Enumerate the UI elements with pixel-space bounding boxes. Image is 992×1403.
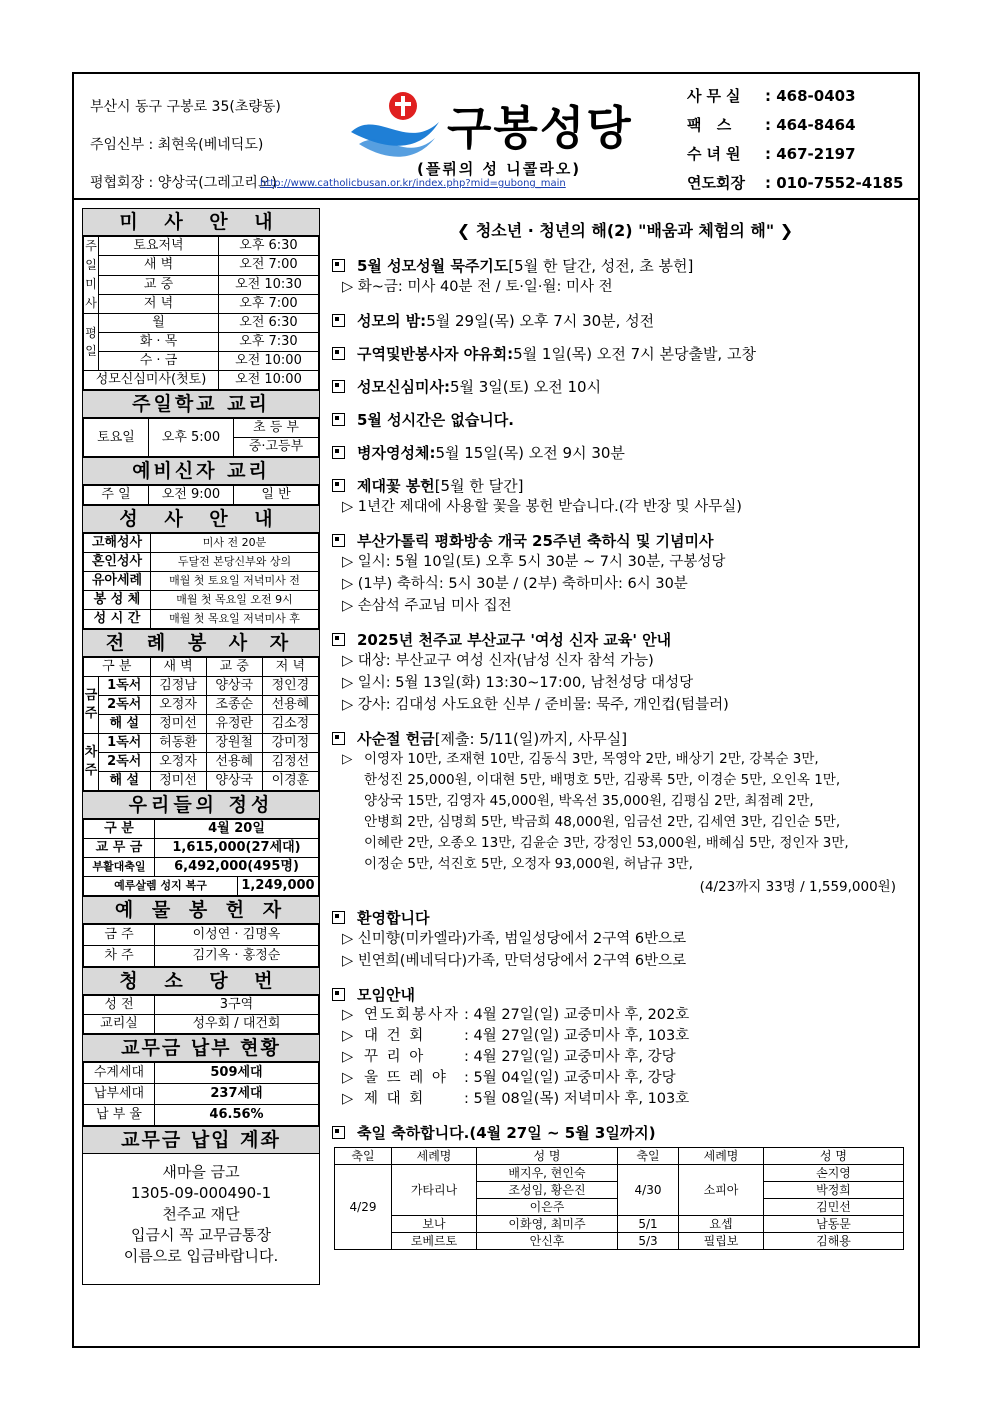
mass-box bbox=[82, 208, 320, 391]
contacts bbox=[687, 82, 903, 198]
dues-box: 교무금 납부 현황 수계세대 509세대 납부세대 237세대 납 부 율 46.56% bbox=[82, 1035, 320, 1127]
square-bullet-icon bbox=[332, 479, 345, 492]
square-bullet-icon bbox=[332, 347, 345, 360]
notice-women-education: 2025년 천주교 부산교구 '여성 신자 교육' 안내 ▷ 대상: 부산교구 여성 신자(남성 신자 참석 가능) ▷ 일시: 5월 13일(화) 13:30~17:00, 남천성당 대성당 ▷ 강사: 김대성 사도요한 신부 / 준비물: 묵주, 개인컵(텀블러) bbox=[330, 629, 920, 716]
address: 부산시 동구 구봉로 35(초량동) bbox=[90, 99, 281, 115]
sunday-mass-label: 주일미사 bbox=[84, 237, 99, 314]
notice-broadcast: 부산가톨릭 평화방송 개국 25주년 축하식 및 기념미사 ▷ 일시: 5월 10일(토) 오후 5시 30분 ~ 7시 30분, 구봉성당 ▷ (1부) 축하식: 5시 30분 / (2부) 축하미사: 6시 30분 ▷ 손삼석 주교님 미사 집전 bbox=[330, 530, 920, 617]
church-name: 구봉성당 bbox=[447, 101, 633, 155]
cleaning-heading: 청 소 당 번 bbox=[83, 968, 319, 995]
notice-marian-mass: 성모신심미사: 5월 3일(토) 오전 10시 bbox=[330, 376, 920, 397]
left-column bbox=[82, 208, 320, 1285]
dues-heading: 교무금 납부 현황 bbox=[83, 1035, 319, 1062]
offering-box: 우리들의 정성 구 분 4월 20일 교 무 금 1,615,000(27세대) 부활대축일 6,492,000(495명) 예루살렘 성지 복구 1,249,000 bbox=[82, 792, 320, 897]
square-bullet-icon bbox=[332, 911, 345, 924]
contact-requiem: 연도회장 : 010-7552-4185 bbox=[687, 174, 904, 192]
ministers-box: 전 례 봉 사 자 구 분 새 벽 교 중 저 녁 금주 1독서 김정남 양상국 정인경 2독서 오정자 조종순 선용혜 해 설 정미선 유정란 김소정 차주 1독서 허동환 장원철 강미정 2독서 오정자 선용혜 김정선 해 설 정미선 양상국 이경훈 bbox=[82, 630, 320, 792]
church-logo-icon bbox=[347, 88, 443, 158]
pastor: 주임신부 : 최현욱(베네딕도) bbox=[90, 137, 264, 153]
square-bullet-icon bbox=[332, 988, 345, 1001]
year-theme: ❮ 청소년 · 청년의 해(2) "배움과 체험의 해" ❯ bbox=[456, 221, 794, 240]
mass-table: 주일미사 토요저녁 오후 6:30 새 벽 오전 7:00 교 중 오전 10:30 저 녁 오후 7:00 평일 월 오전 6:30 화 · 목 오후 7:30 수 · 금 오전 10:00 성모신심미사(첫토) 오전 10:00 bbox=[83, 236, 319, 390]
square-bullet-icon bbox=[332, 259, 345, 272]
notice-welcome: 환영합니다 ▷ 신미향(미카엘라)가족, 범일성당에서 2구역 6반으로 ▷ 빈연희(베네딕다)가족, 만덕성당에서 2구역 6반으로 bbox=[330, 907, 920, 972]
contact-convent: 수녀원 : 467-2197 bbox=[687, 145, 856, 163]
offering-heading: 우리들의 정성 bbox=[83, 792, 319, 819]
square-bullet-icon bbox=[332, 380, 345, 393]
notice-feast: 축일 축하합니다.(4월 27일 ~ 5월 3일까지) 축일 세례명 성 명 축일 세례명 성 명 4/29 가타리나 배지우, 현인숙 4/30 소피아 손지영 조성임, 황은진 박정희 이은주 김민선 보나 이화영, 최미주 5/1 요셉 남동문 로베르토 안신후 5/3 필립보 김해용 bbox=[330, 1122, 920, 1250]
church-patron: (플뤼의 성 니콜라오) bbox=[417, 160, 582, 178]
account-heading: 교무금 납입 계좌 bbox=[83, 1127, 319, 1154]
notice-rosary: 5월 성모성월 묵주기도 [5월 한 달간, 성전, 초 봉헌] ▷ 화~금: 미사 40분 전 / 토·일·월: 미사 전 bbox=[330, 255, 920, 298]
square-bullet-icon bbox=[332, 446, 345, 459]
offerers-box: 예 물 봉 헌 자 금 주 이성연 · 김명옥 차 주 김기옥 · 홍정순 bbox=[82, 897, 320, 968]
parish-url[interactable]: http://www.catholicbusan.or.kr/index.php?mid=gubong_main bbox=[260, 178, 566, 189]
cleaning-box: 청 소 당 번 성 전 3구역 교리실 성우회 / 대건회 bbox=[82, 968, 320, 1035]
square-bullet-icon bbox=[332, 1126, 345, 1139]
sunday-school-box: 주일학교 교리 토요일 오후 5:00 초 등 부 중·고등부 bbox=[82, 391, 320, 458]
sacraments-box: 성 사 안 내 고해성사 미사 전 20분 혼인성사 두달전 본당신부와 상의 유아세례 매월 첫 토요일 저녁미사 전 봉 성 체 매월 첫 목요일 오전 9시 성 시 간 매월 첫 목요일 저녁미사 후 bbox=[82, 506, 320, 630]
account-info: 새마을 금고 1305-09-000490-1 천주교 재단 입금시 꼭 교무금통장 이름으로 입금바랍니다. bbox=[123, 1163, 279, 1265]
council-president: 평협회장 : 양상국(그레고리오) bbox=[90, 175, 277, 191]
square-bullet-icon bbox=[332, 633, 345, 646]
offerers-heading: 예 물 봉 헌 자 bbox=[83, 897, 319, 924]
sacraments-heading: 성 사 안 내 bbox=[83, 506, 319, 533]
square-bullet-icon bbox=[332, 534, 345, 547]
donor-list: ▷ 이영자 10만, 조재현 10만, 김동식 3만, 목영악 2만, 배상기 2만, 강복순 3만, 한성진 25,000원, 이대현 5만, 배명호 5만, 김광록 5만, 이경순 5만, 오인옥 1만, 양상국 15만, 김영자 45,000원, 박옥선 35,000원, 김평심 2만, 최점례 2만, 안병희 2만, 심명희 5만, 박금희 48,000원, 임금선 2만, 김세연 3만, 김인순 5만, 이혜란 2만, 오종오 13만, 김윤순 3만, 강정인 53,000원, 배혜심 5만, 정인자 3만, 이정순 5만, 석진호 5만, 오정자 93,000원, 허남규 3만, bbox=[342, 751, 849, 872]
catechumen-heading: 예비신자 교리 bbox=[83, 458, 319, 485]
catechumen-box: 예비신자 교리 주 일 오전 9:00 일 반 bbox=[82, 458, 320, 506]
notice-meetings: 모임안내 ▷ 연도회봉사자 : 4월 27일(일) 교중미사 후, 202호 ▷ 대 건 회 : 4월 27일(일) 교중미사 후, 103호 ▷ 꾸 리 아 : 4월 27일(일) 교중미사 후, 강당 ▷ 울 뜨 레 야 : 5월 04일(일) 교중미사 후, 강당 ▷ 제 대 회 : 5월 08일(목) 저녁미사 후, 103호 bbox=[330, 984, 920, 1110]
notice-lent-offering: 사순절 헌금 [제출: 5/11(일)까지, 사무실] ▷ 이영자 10만, 조재현 10만, 김동식 3만, 목영악 2만, 배상기 2만, 강복순 3만, 한성진 25,000원, 이대현 5만, 배명호 5만, 김광록 5만, 이경순 5만, 오인옥 1만, 양상국 15만, 김영자 45,000원, 박옥선 35,000원, 김평심 2만, 최점례 2만, 안병희 2만, 심명희 5만, 박금희 48,000원, 임금선 2만, 김세연 3만, 김인순 5만, 이혜란 2만, 오종오 13만, 김윤순 3만, 강정인 53,000원, 배혜심 5만, 정인자 3만, 이정순 5만, 석진호 5만, 오정자 93,000원, 허남규 3만, (4/23까지 33명 / 1,559,000원) bbox=[330, 728, 920, 895]
mass-heading: 미 사 안 내 bbox=[83, 209, 319, 236]
notice-sick-communion: 병자영성체: 5월 15일(목) 오전 9시 30분 bbox=[330, 442, 920, 463]
sunday-school-heading: 주일학교 교리 bbox=[83, 391, 319, 418]
notice-holy-hour: 5월 성시간은 없습니다. bbox=[330, 409, 920, 430]
notice-picnic: 구역및반봉사자 야유회: 5월 1일(목) 오전 7시 본당출발, 고창 bbox=[330, 343, 920, 364]
lent-total: (4/23까지 33명 / 1,559,000원) bbox=[699, 879, 896, 895]
contact-fax: 팩 스 : 464-8464 bbox=[687, 116, 856, 134]
square-bullet-icon bbox=[332, 732, 345, 745]
notice-altar-flowers: 제대꽃 봉헌 [5월 한 달간] ▷ 1년간 제대에 사용할 꽃을 봉헌 받습니다.(각 반장 및 사무실) bbox=[330, 475, 920, 518]
contact-office: 사무실 : 468-0403 bbox=[687, 87, 856, 105]
square-bullet-icon bbox=[332, 413, 345, 426]
weekday-mass-label: 평일 bbox=[84, 314, 99, 371]
ministers-heading: 전 례 봉 사 자 bbox=[83, 630, 319, 657]
square-bullet-icon bbox=[332, 314, 345, 327]
right-column bbox=[330, 210, 920, 1250]
notice-mary-night: 성모의 밤: 5월 29일(목) 오후 7시 30분, 성전 bbox=[330, 310, 920, 331]
feast-table: 축일 세례명 성 명 축일 세례명 성 명 4/29 가타리나 배지우, 현인숙 4/30 소피아 손지영 조성임, 황은진 박정희 이은주 김민선 보나 이화영, 최미주 5/1 요셉 남동문 로베르토 안신후 5/3 필립보 김해용 bbox=[334, 1147, 904, 1250]
account-box bbox=[82, 1127, 320, 1285]
header-info bbox=[90, 88, 281, 202]
